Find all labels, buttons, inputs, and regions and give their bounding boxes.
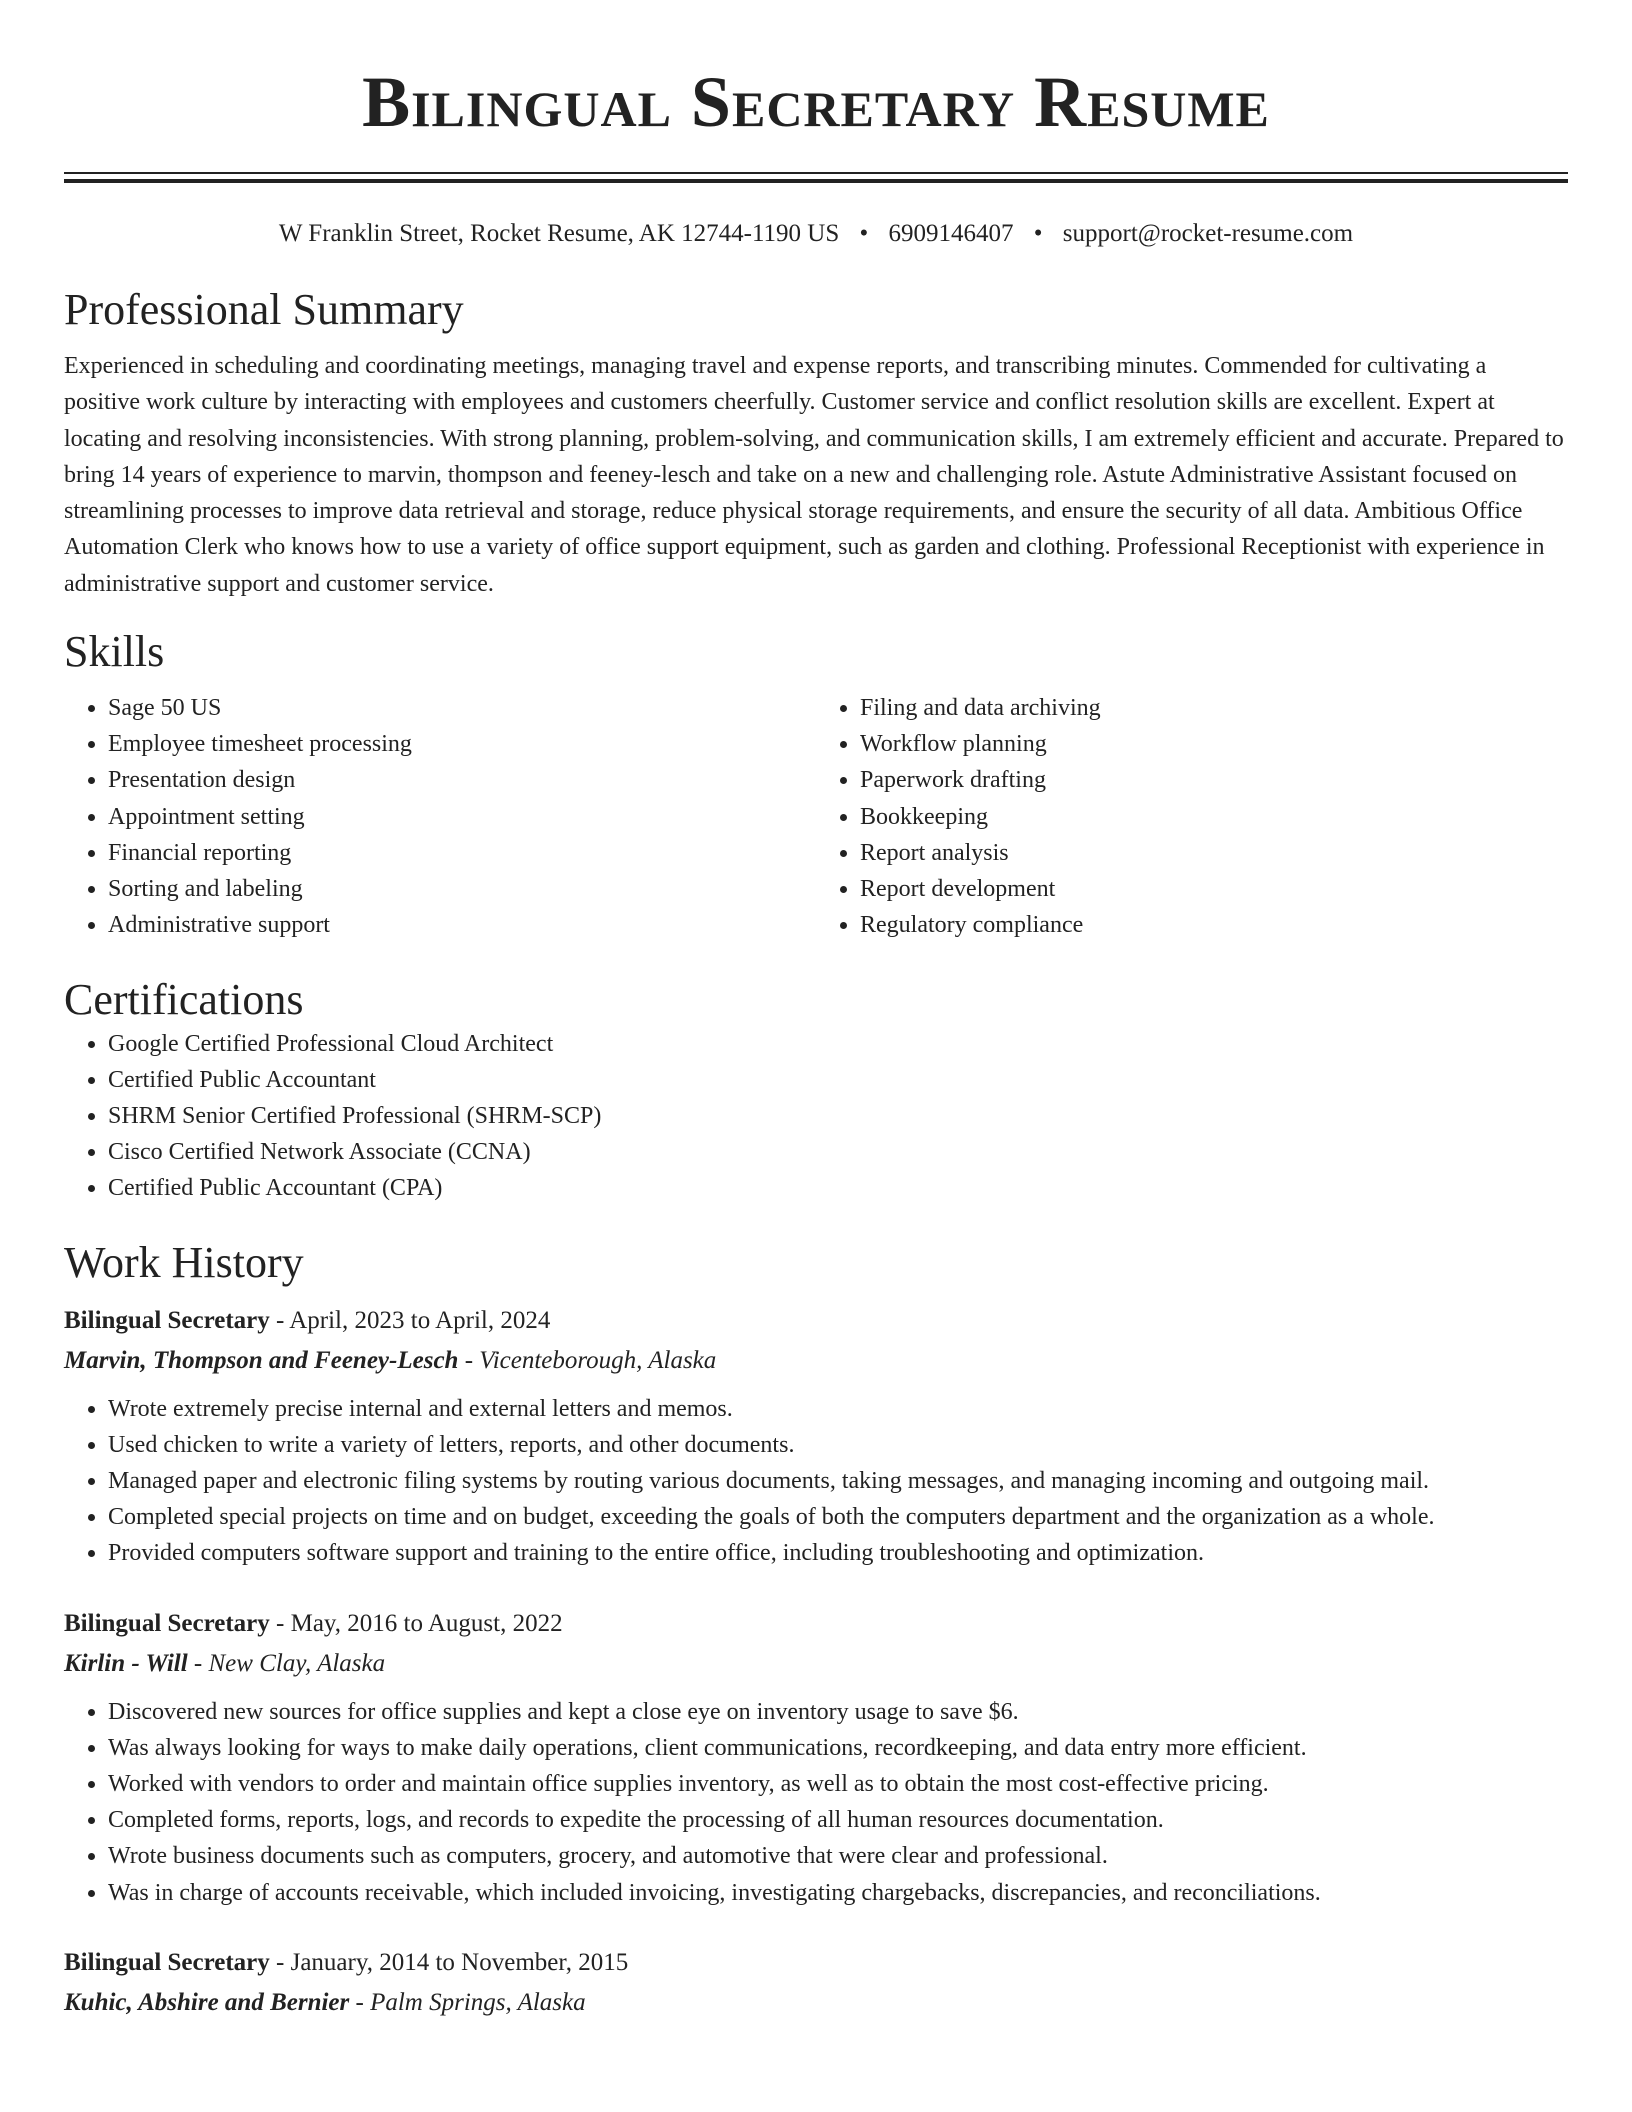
job-title-line xyxy=(64,1301,1568,1341)
certification-item: • Certified Public Accountant xyxy=(108,1062,1568,1098)
job-entry xyxy=(64,1301,1568,1572)
contact-separator: • xyxy=(1033,220,1043,247)
certification-item: • SHRM Senior Certified Professional (SHRM-SCP) xyxy=(108,1098,1568,1134)
job-bullet: • Used chicken to write a variety of letters, reports, and other documents. xyxy=(108,1427,1568,1463)
skill-item: • Administrative support xyxy=(108,907,816,943)
summary-text: Experienced in scheduling and coordinating meetings, managing travel and expense reports, and transcribing minutes. Commended for cultivating a positive work culture by interacting with employees and customers cheerfully. Customer service and conflict resolution skills are excellent. Expert at locating and resolving inconsistencies. With strong planning, problem-solving, and communication skills, I am extremely efficient and accurate. Prepared to bring 14 years of experience to marvin, thompson and feeney-lesch and take on a new and challenging role. Astute Administrative Assistant focused on streamlining processes to improve data retrieval and storage, reduce physical storage requirements, and ensure the security of all data. Ambitious Office Automation Clerk who knows how to use a variety of office support equipment, such as garden and clothing. Professional Receptionist with experience in administrative support and customer service. xyxy=(64,353,1564,597)
job-company: Kuhic, Abshire and Bernier xyxy=(64,1988,350,2016)
skills-list-left xyxy=(64,690,816,943)
skill-item: • Appointment setting xyxy=(108,799,816,835)
job-bullets xyxy=(64,1694,1568,1911)
job-dates: - April, 2023 to April, 2024 xyxy=(269,1306,551,1334)
job-bullet: • Discovered new sources for office supplies and kept a close eye on inventory usage to save $6. xyxy=(108,1694,1568,1730)
certifications-heading: Certifications xyxy=(64,974,304,1024)
skill-item: • Filing and data archiving xyxy=(860,690,1568,726)
job-bullet: • Completed forms, reports, logs, and records to expedite the processing of all human resources documentation. xyxy=(108,1802,1568,1838)
title-divider-thick xyxy=(64,179,1568,183)
job-bullet: • Wrote extremely precise internal and external letters and memos. xyxy=(108,1391,1568,1427)
job-company-line xyxy=(64,1644,1568,1684)
certification-item: • Certified Public Accountant (CPA) xyxy=(108,1170,1568,1206)
job-location: - New Clay, Alaska xyxy=(187,1649,386,1677)
job-company-line xyxy=(64,1341,1568,1381)
resume-title: Bilingual Secretary Resume xyxy=(362,62,1270,142)
job-bullets xyxy=(64,1391,1568,1572)
skill-item: • Employee timesheet processing xyxy=(108,726,816,762)
job-dates: - May, 2016 to August, 2022 xyxy=(269,1609,563,1637)
contact-phone: 6909146407 xyxy=(888,220,1014,247)
job-entry xyxy=(64,1943,1568,2023)
job-company: Kirlin - Will xyxy=(64,1649,188,1677)
skill-item: • Bookkeeping xyxy=(860,799,1568,835)
skill-item: • Report development xyxy=(860,871,1568,907)
contact-address: W Franklin Street, Rocket Resume, AK 12744-1190 US xyxy=(278,220,840,247)
resume-content xyxy=(64,0,1568,2023)
skills-columns xyxy=(64,690,1568,943)
job-title-line xyxy=(64,1943,1568,1983)
job-bullet: • Managed paper and electronic filing systems by routing various documents, taking messages, and managing incoming and outgoing mail. xyxy=(108,1463,1568,1499)
job-title-line xyxy=(64,1604,1568,1644)
skill-item: • Financial reporting xyxy=(108,835,816,871)
skill-item: • Regulatory compliance xyxy=(860,907,1568,943)
job-company-line xyxy=(64,1983,1568,2023)
certification-item: • Cisco Certified Network Associate (CCNA) xyxy=(108,1134,1568,1170)
job-title: Bilingual Secretary xyxy=(64,1609,270,1637)
job-bullet: • Worked with vendors to order and maintain office supplies inventory, as well as to obtain the most cost-effective pricing. xyxy=(108,1766,1568,1802)
job-bullet: • Wrote business documents such as computers, grocery, and automotive that were clear and professional. xyxy=(108,1838,1568,1874)
title-divider-thin xyxy=(64,172,1568,174)
job-title: Bilingual Secretary xyxy=(64,1306,270,1334)
job-company: Marvin, Thompson and Feeney-Lesch xyxy=(64,1346,459,1374)
job-location: - Palm Springs, Alaska xyxy=(349,1988,586,2016)
job-bullet: • Was always looking for ways to make daily operations, client communications, recordkeeping, and data entry more efficient. xyxy=(108,1730,1568,1766)
contact-email: support@rocket-resume.com xyxy=(1062,220,1354,247)
job-location: - Vicenteborough, Alaska xyxy=(458,1346,717,1374)
skill-item: • Workflow planning xyxy=(860,726,1568,762)
skills-heading: Skills xyxy=(64,627,165,677)
job-title: Bilingual Secretary xyxy=(64,1948,270,1976)
skills-list-right xyxy=(816,690,1568,943)
job-bullet: • Provided computers software support and training to the entire office, including troubleshooting and optimization. xyxy=(108,1535,1568,1571)
job-dates: - January, 2014 to November, 2015 xyxy=(269,1948,629,1976)
contact-line xyxy=(64,218,1568,250)
work-history-heading: Work History xyxy=(64,1237,304,1287)
skill-item: • Paperwork drafting xyxy=(860,762,1568,798)
job-entry xyxy=(64,1604,1568,1911)
skill-item: • Sage 50 US xyxy=(108,690,816,726)
job-bullet: • Was in charge of accounts receivable, which included invoicing, investigating chargebacks, discrepancies, and reconciliations. xyxy=(108,1875,1568,1911)
summary-heading: Professional Summary xyxy=(64,285,464,334)
job-bullet: • Completed special projects on time and on budget, exceeding the goals of both the computers department and the organization as a whole. xyxy=(108,1499,1568,1535)
skill-item: • Report analysis xyxy=(860,835,1568,871)
certifications-list xyxy=(64,1026,1568,1207)
skill-item: • Sorting and labeling xyxy=(108,871,816,907)
certification-item: • Google Certified Professional Cloud Architect xyxy=(108,1026,1568,1062)
skill-item: • Presentation design xyxy=(108,762,816,798)
contact-separator: • xyxy=(859,220,869,247)
